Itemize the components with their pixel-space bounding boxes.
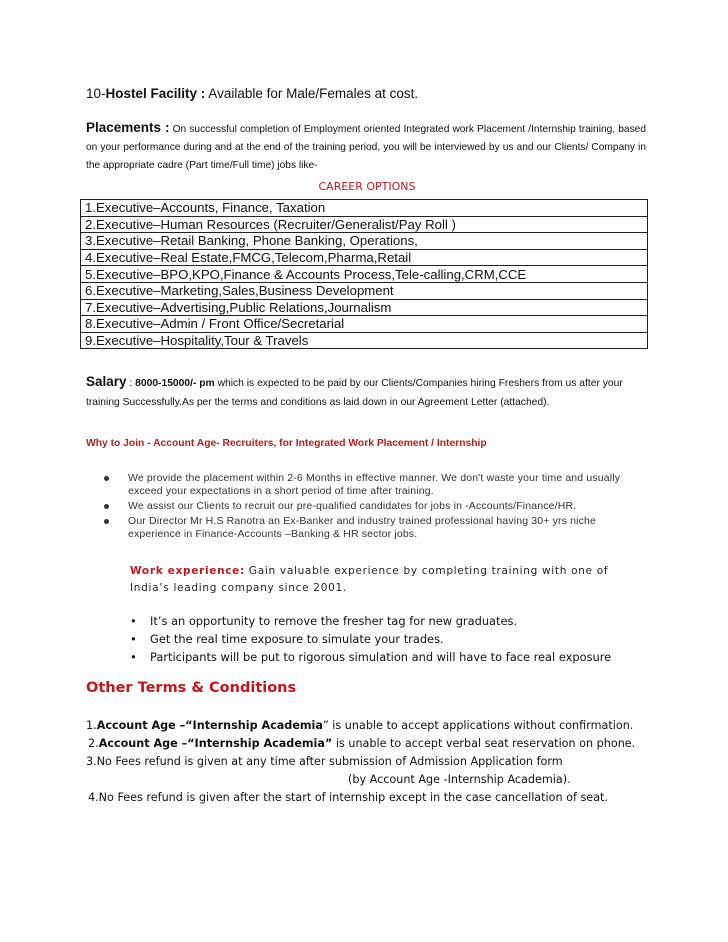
term-line-3: 3.No Fees refund is given at any time after submission of Admission Application form [86,755,563,768]
career-option-cell: 2.Executive–Human Resources (Recruiter/Generalist/Pay Roll ) [81,216,648,233]
opportunity-list [130,612,660,666]
list-item [104,515,650,541]
term-prefix: 1. [86,719,97,732]
term-rest: ” is unable to accept applications without confirmation. [322,719,634,732]
why-join-list [104,472,650,543]
term-prefix: 2. [88,737,99,750]
bullet-icon [104,476,109,481]
list-item [130,648,660,666]
career-option-cell: 6.Executive–Marketing,Sales,Business Development [81,282,648,299]
career-option-cell: 9.Executive–Hospitality,Tour & Travels [81,332,648,349]
list-item [104,500,650,513]
table-row [81,316,648,333]
work-experience-paragraph [130,563,630,597]
list-item [104,472,650,498]
terms-title: Other Terms & Conditions [86,680,297,696]
list-item-text: It’s an opportunity to remove the fresher tag for new graduates. [150,614,518,628]
salary-paragraph [86,372,646,412]
term-bold: Account Age –“Internship Academia [96,719,323,732]
career-option-cell: 8.Executive–Admin / Front Office/Secretarial [81,316,648,333]
hostel-label: Hostel Facility : [105,86,206,101]
table-row [81,233,648,250]
career-options-table [80,199,648,349]
bullet-icon: • [130,614,137,628]
table-row [81,332,648,349]
term-line-1 [86,717,666,735]
placements-paragraph [86,119,646,175]
work-experience-label: Work experience: [130,565,245,577]
term-bold: Account Age –“Internship Academia” [98,737,333,750]
table-row [81,266,648,283]
salary-colon: : [126,378,136,389]
career-options-title: CAREER OPTIONS [318,180,416,193]
hostel-facility [86,86,666,101]
terms-list [86,717,666,807]
career-option-cell: 3.Executive–Retail Banking, Phone Banking, Operations, [81,233,648,250]
term-line-4: 4.No Fees refund is given after the start of internship except in the case cancellation of seat. [88,791,608,804]
list-item-text: We assist our Clients to recruit our pre-qualified candidates for jobs in -Accounts/Finance/HR. [128,500,577,512]
term-line-2 [86,735,666,753]
list-item-text: Get the real time exposure to simulate your trades. [150,632,444,646]
salary-label: Salary [86,374,127,389]
bullet-icon [104,504,109,509]
bullet-icon [104,519,109,524]
placements-text: On successful completion of Employment oriented Integrated work Placement /Internship training, based on your performance during and at the end of the training period, you will be interviewed by us and our Clients/ Company in the appropriate cadre (Part time/Full time) jobs like- [86,124,646,171]
list-item-text: We provide the placement within 2-6 Months in effective manner. We don't waste your time and usually exceed your expectations in a short period of time after training. [128,472,621,497]
table-row [81,200,648,217]
career-option-cell: 4.Executive–Real Estate,FMCG,Telecom,Pharma,Retail [81,249,648,266]
term-line-3-continuation: (by Account Age -Internship Academia). [348,773,571,786]
list-item-text: Participants will be put to rigorous simulation and will have to face real exposure [150,650,612,664]
hostel-prefix: 10- [86,86,106,101]
salary-text: which is expected to be paid by our Clients/Companies hiring Freshers from us after your training Successfully.As per the terms and conditions as laid down in our Agreement Letter (attached). [86,378,623,408]
table-row [81,282,648,299]
list-item [130,612,660,630]
table-row [81,249,648,266]
career-option-cell: 1.Executive–Accounts, Finance, Taxation [81,200,648,217]
table-row [81,299,648,316]
list-item-text: Our Director Mr H.S Ranotra an Ex-Banker and industry trained professional having 30+ yrs niche experience in Finance-Accounts –Banking & HR sector jobs. [128,515,597,540]
hostel-text: Available for Male/Females at cost. [205,86,419,101]
table-row [81,216,648,233]
career-option-cell: 5.Executive–BPO,KPO,Finance & Accounts Process,Tele-calling,CRM,CCE [81,266,648,283]
bullet-icon: • [130,650,137,664]
list-item [130,630,660,648]
term-rest: is unable to accept verbal seat reservation on phone. [332,737,636,750]
placements-label: Placements : [86,120,170,135]
why-join-heading: Why to Join - Account Age- Recruiters, for Integrated Work Placement / Internship [86,438,487,449]
career-option-cell: 7.Executive–Advertising,Public Relations,Journalism [81,299,648,316]
work-experience-text: Gain valuable experience by completing training with one of India’s leading company since 2001. [130,565,609,594]
salary-amount: 8000-15000/- pm [135,378,215,389]
bullet-icon: • [130,632,137,646]
